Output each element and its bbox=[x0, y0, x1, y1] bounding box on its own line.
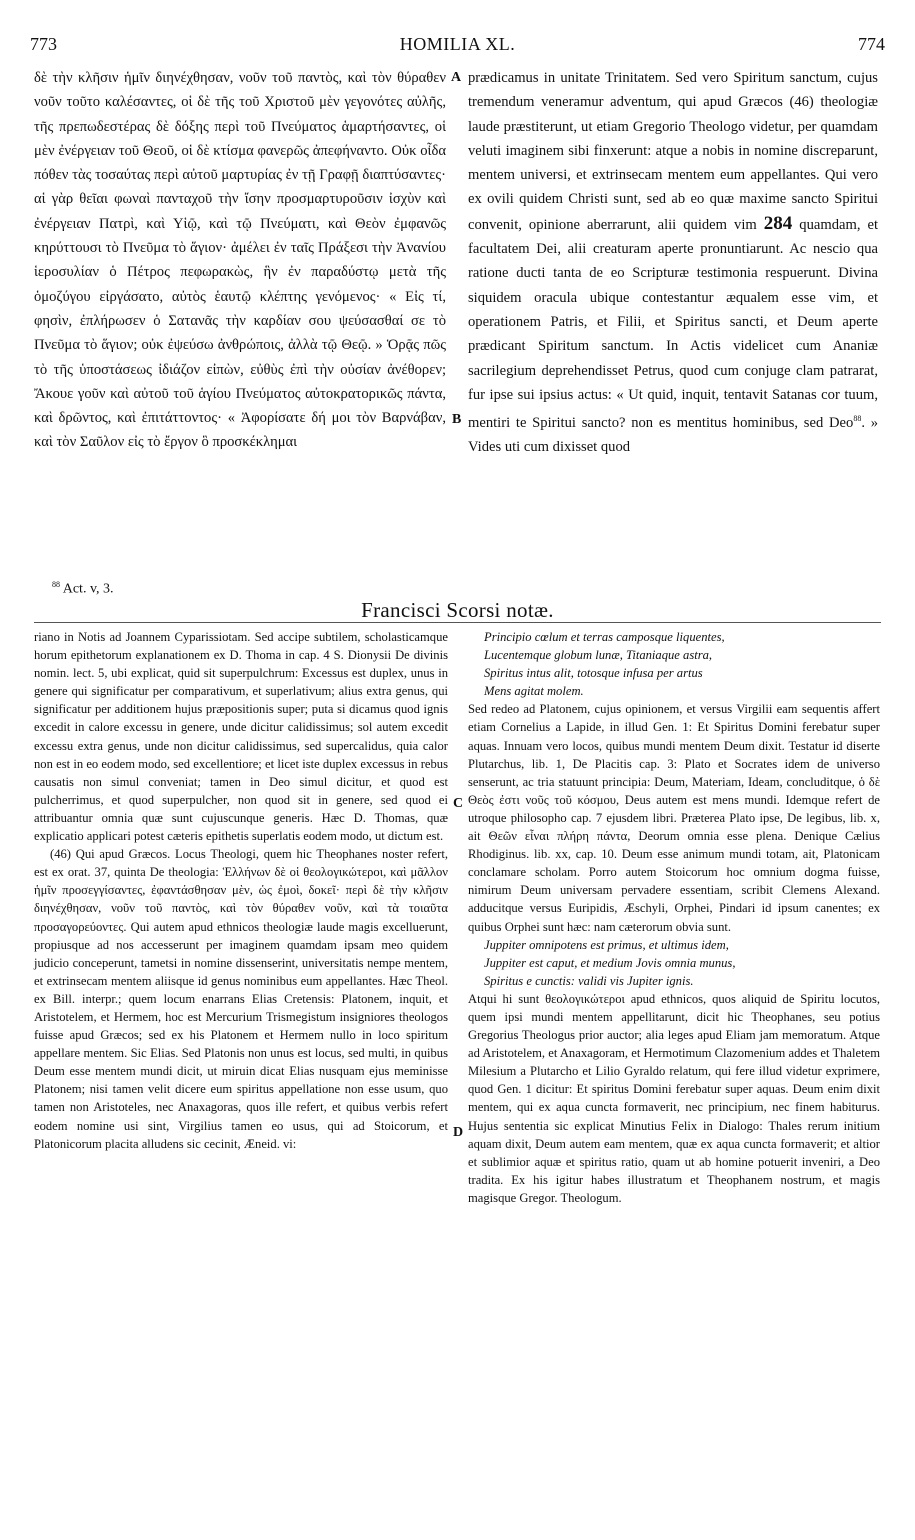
greek-text-column: δὲ τὴν κλῆσιν ἡμῖν διηνέχθησαν, νοῦν τοῦ παντὸς, καὶ τὸν θύραθεν νοῦν τοῦτο καλέσαντες, οἱ δὲ τῆς τοῦ Χριστοῦ μὲν γεγονότες αὐλῆς, τῆς πρεπωδεστέρας δὲ δόξης περὶ τοῦ Πνεύματος ἁμαρτήσαντες, οἱ μὲν ἐνέργειαν τοῦ Θεοῦ, οἱ δὲ κτίσμα φανερῶς ἀπεφήναντο. Οὐκ οἶδα πόθεν τὰς τοσαύτας περὶ αὐτοῦ μαρτυρίας ἐν τῇ Γραφῇ διαπτύσαντες· αἱ γὰρ θεῖαι φωναὶ πανταχοῦ τὴν ἴσην προσμαρτυροῦσιν ἰσχὺν καὶ ἐνέργειαν Πατρὶ, καὶ Υἱῷ, καὶ τῷ Πνεύματι, καὶ Θεὸν ἐμφανῶς κηρύττουσι τὸ Πνεῦμα τὸ ἅγιον· ἀμέλει ἐν ταῖς Πράξεσι τὴν Ἀνανίου ἱεροσυλίαν ὁ Πέτρος πεφωρακὼς, ἣν ἐν παραδύστῳ μετὰ τῆς ὁμοζύγου εἰργάσατο, αὐτὸς ἑαυτῷ κλέπτης γενόμενος· « Εἰς τί, φησὶν, ἐπλήρωσεν ὁ Σατανᾶς τὴν καρδίαν σου ψεύσασθαί σε τὸ Πνεῦμα τὸ ἅγιον; οὐκ ἐψεύσω ἀνθρώποις, ἀλλὰ τῷ Θεῷ. » Ὁρᾷς πῶς τὸ τῆς ὑποστάσεως ἰδιάζον εἰπὼν, εὐθὺς ἐπὶ τὴν οὐσίαν ἀνέθορεν; Ἄκουε γοῦν καὶ αὐτοῦ τοῦ ἁγίου Πνεύματος αὐτοκρατορικῶς πάντα, καὶ δρῶντος, καὶ ἐπιτάττοντος· « Ἀφορίσατε δή μοι τὸν Βαρνάβαν, καὶ τὸν Σαῦλον εἰς τὸ ἔργον ὃ προσκέκλημαι bbox=[34, 70, 446, 451]
footnote-reference: 88 bbox=[853, 414, 862, 424]
latin-text-column bbox=[468, 66, 878, 460]
verse-line: Mens agitat molem. bbox=[484, 684, 584, 699]
note-paragraph: Atqui hi sunt θεολογικώτεροι apud ethnicos, quos aliquid de Spiritu locutos, quem ipsi mundi mentem appellitarunt, dicit hic Theophanes, seu potius Gregorius Theologus prior auctor; alia leges apud Eliam jam memoratum. Atque ad Aristotelem, et Anaxagoram, et Hermotimum Clazomenium addes et Thaletem Milesium a Plutarcho et Lilio Gyraldo relatum, qui fere illud videtur exprimere, quod Gen. 1 dicitur: Et spiritus Domini ferebatur super aquas. Deum enim dixit mentem, qui ex aqua cuncta formaverit, nec principium, nec finem habiturus. Hujus sententia sic explicat Minutius Felix in Dialogo: Thales rerum initium aquam dixit, Deum autem eam mentem, quæ ex aqua cuncta formaverit; et altior et sublimior aquæ et spiritus ratio, quam ut ab homine potuerit inveniri, a Deo tradita. Ex his igitur habes illustratum et Theophanem nostrum, et magis magisque Gregor. Theologum. bbox=[468, 991, 880, 1205]
note-paragraph: riano in Notis ad Joannem Cyparissiotam. Sed accipe subtilem, scholasticamque horum epithetorum explanationem ex D. Thoma in cap. 4 S. Dionysii De divinis nomin. lect. 5, ubi explicat, quid sit superpulchrum: Excessus est duplex, unus in genere qui significatur per comparativum, et superlativum; alius extra genus, qui significatur per additionem hujus præpositionis super; puta si dicamus quod ignis excedit in calore excessu in genere, unde dicitur calidissimus; sol autem excedit excessu extra genus, unde non dicitur calidissimus, sed supercalidus, quia calor non est in eo eodem modo, sed excellentiore; et licet iste duplex excessus in rebus causatis non simul conveniat; tamen in Deo simul dicitur, et quod est pulcherrimus, et quod superpulcher, non quod sit in genere, sed quod ei attribuantur omnia quæ sunt cujuscunque generis. Hæc D. Thomas, quæ explicatio applicari potest cæteris epithetis superlatis eodem modo, ut dictum est. bbox=[34, 630, 448, 844]
section-heading: Francisci Scorsi notæ. bbox=[361, 598, 554, 622]
latin-text-part2: quamdam, et facultatem Dei, alii creaturam aperte pronuntiarunt. Ac nescio qua ratione ducti tanta de eo Scripturæ testimonia respuerunt. Divina siquidem oracula ubique contestantur æqualem esse vim, et operationem Patris, et Filii, et Spiritus sancti, et Deum aperte prædicant Spiritum sanctum. In Actis videlicet cum Ananiæ sacrilegium deprehendisset Petrus, quod cum conjuge clam patrarat, fur ipse sui ipsius actus: « Ut quid, inquit, tentavit Satanas cor tuum, mentiri te Spiritui sancto? non es mentitus hominibus, sed Deo bbox=[468, 216, 879, 432]
margin-marker-d: D bbox=[453, 1125, 464, 1140]
page-number-left: 773 bbox=[30, 34, 57, 54]
verse-line: Spiritus intus alit, totosque infusa per artus bbox=[484, 666, 703, 681]
margin-marker-c: C bbox=[453, 796, 464, 811]
latin-text-part1: prædicamus in unitate Trinitatem. Sed vero Spiritum sanctum, cujus tremendum veneramur adventum, qui apud Græcos (46) theologiæ laude præstiterunt, ut etiam Gregorio Theologo videtur, per quamdam veluti imaginem sibi finxerunt: atque a nobis in nomine discreparunt, mentem universi, et extrinsecam mentem eum appellantes. Qui vero ex ovili quidem Christi sunt, sed ab eo quæ maxime sancto Spiritui convenit, opinione aberrarunt, alii quidem vim bbox=[468, 70, 878, 233]
footnote-number: 88 bbox=[52, 580, 60, 589]
verse-line: Juppiter omnipotens est primus, et ultimus idem, bbox=[484, 937, 729, 952]
running-header bbox=[30, 34, 885, 58]
notes-right-column bbox=[468, 628, 880, 1207]
footnote bbox=[52, 580, 114, 598]
column-number: 284 bbox=[763, 212, 793, 234]
verse-line: Principio cœlum et terras camposque liquentes, bbox=[484, 630, 725, 644]
page-title: HOMILIA XL. bbox=[399, 34, 516, 54]
verse-line: Lucentemque globum lunæ, Titaniaque astra, bbox=[484, 648, 713, 663]
page-number-right: 774 bbox=[858, 34, 885, 54]
note-paragraph: (46) Qui apud Græcos. Locus Theologi, quem hic Theophanes noster refert, est ex orat. 37, quinta De theologia: Ἑλλήνων δὲ οἱ θεολογικώτεροι, καὶ μᾶλλον ἡμῖν προσεγγίσαντες, ἐφαντάσθησαν μὲν, ὡς ἐμοὶ, δοκεῖ· περὶ δὲ τὴν κλῆσιν διηνέχθησαν, νοῦν τοῦ παντὸς, καὶ τὸν θύραθεν νοῦν, καὶ τὰ τοιαῦτα προσαγορεύοντες. Qui autem apud ethnicos theologiæ laude magis excelluerunt, propiusque ad nos accesserunt per imaginem quamdam ipsam meo quidem judicio conceperunt, tametsi in nomine dissenserint, universitatis nempe mentem, et extrinsecam mentem aliisque id genus nominibus eum appellantes. Hæc Theol. ex Bill. interpr.; quem locum enarrans Elias Cretensis: Platonem, inquit, et Aristotelem, et Hermem, hoc est Mercurium Trismegistum insigniores theologos fuisse apud Græcos; sed ex his Platonem et Hermem nullo in loco spiritum appellare mentem. Sic Elias. Sed Platonis non unus est locus, sed multi, in quibus Deum esse mentem mundi dicit, ut miruin dicat Elias nusquam ejus meminisse Platonem; nisi tamen velit dicere eum spiritus appellatione non esse usum, quo tamen non Aristoteles, nec Anaxagoras, quos ille refert, et quibus verbis refert eodem nomine usi sint, Virgilius tamen eo usus, qui ad Stoicorum, et Platonicorum placita alludens sic cecinit, Æneid. vi: bbox=[34, 847, 448, 1151]
margin-marker-a: A bbox=[451, 70, 462, 85]
section-divider bbox=[34, 622, 881, 623]
footnote-text: Act. v, 3. bbox=[62, 581, 114, 597]
note-paragraph: Sed redeo ad Platonem, cujus opinionem, et versus Virgilii eam sequentis affert etiam Cornelius a Lapide, in illud Gen. 1: Et Spiritus Domini ferebatur super aquas. Innuam vero locos, quibus mundi mentem Deum dixit. Testatur id diserte Plutarchus, lib. 1, De Placitis cap. 3: Plato et Socrates idem de universo senserunt, ac tria statuunt principia: Deum, Materiam, Ideam, concluditque, ὁ δὲ Θεὸς ἐστι νοῦς τοῦ κόσμου, Deus autem est mens mundi. Idemque refert de utroque philosopho cap. 7 ejusdem libri. Præterea Plato ipse, De legibus, lib. x, ait Θεῶν εἶναι πλήρη πάντα, Deorum omnia esse plena. Denique Cælius Rhodiginus. lib. xx, cap. 10. Deum esse animum mundi totam, ait, Platonicam conclamare scholam. Porro autem Stoicorum hoc omnium dogma fuisse, nimirum Deum universam pervadere essentiam, scribit Clemens Alexand. adducitque versus Euripidis, Æschyli, Orphei, Pindari id ipsum canentes; ex quibus Orphei sunt hæc: nam cæterorum obvia sunt. bbox=[468, 702, 880, 934]
verse-line: Juppiter est caput, et medium Jovis omnia munus, bbox=[484, 955, 736, 970]
notes-left-column bbox=[34, 628, 448, 1153]
latin-text-part3: . » Vides uti cum dixisset quod bbox=[468, 415, 879, 456]
margin-marker-b: B bbox=[452, 412, 462, 427]
verse-line: Spiritus e cunctis: validi vis Jupiter ignis. bbox=[484, 973, 694, 988]
